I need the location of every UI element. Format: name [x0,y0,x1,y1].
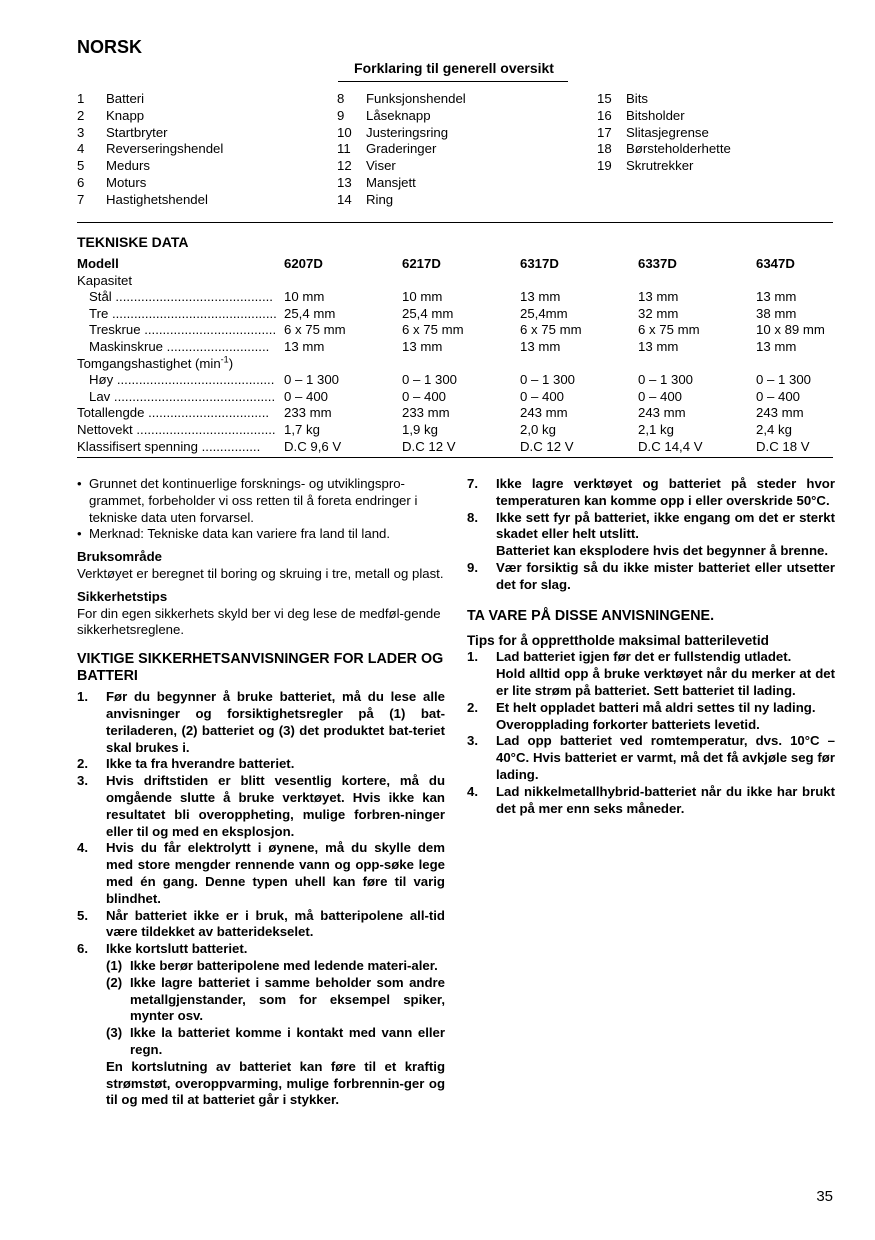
sub-text: Ikke la batteriet komme i kontakt med vann eller regn. [130,1025,445,1057]
spec-value: 0 – 400 [520,388,564,404]
legend-number: 18 [597,141,612,157]
legend-item [337,141,466,158]
keep-instructions-heading: TA VARE PÅ DISSE ANVISNINGENE. [467,607,715,624]
list-text: Før du begynner å bruke batteriet, må du lese alle anvisninger og forsiktighetsregler på (1) bat-teriladeren, (2) batteriet og (3) det produktet bat-teriet skal brukes i. [106,689,445,755]
spec-value: 2,0 kg [520,421,556,437]
legend-number: 17 [597,124,612,140]
legend-item [597,91,731,108]
list-item [77,941,445,958]
spec-value: 6 x 75 mm [520,322,582,338]
sub-item [77,1025,445,1059]
spec-value: D.C 9,6 V [284,438,342,454]
spec-label: Totallengde ................................. [77,405,270,421]
spec-value: 6347D [756,256,795,271]
legend-label: Moturs [106,174,147,190]
legend-column-3 [597,91,731,175]
spec-value: 10 x 89 mm [756,322,825,338]
tip-note: Overopplading forkorter batteriets levetid. [496,716,760,732]
list-text: Hvis driftstiden er blitt vesentlig kortere, må du omgående slutte å bruke verktøyet. Hvis ikke kan resultatet bli overoppheting, mulige forbren-ninger eller til og med en eksplosjon. [106,773,445,839]
spec-value: 233 mm [284,405,332,421]
spec-label: Lav ............................................ [89,388,276,404]
tip-text: Lad nikkelmetallhybrid-batteriet når du ikke har brukt det på mer enn seks måneder. [496,783,835,816]
spec-value: D.C 12 V [520,438,574,454]
list-text: Ikke kortslutt batteriet. [106,941,248,957]
tip-text: Lad batteriet igjen før det er fullstendig utladet. [496,649,792,665]
legend-number: 2 [77,107,85,123]
list-text: Når batteriet ikke er i bruk, må batteripolene all-tid være tildekket av batteridekselet. [106,907,445,940]
legend-number: 19 [597,158,612,174]
spec-row [77,273,837,290]
spec-value: 0 – 1 300 [520,372,575,388]
legend-item [77,175,223,192]
list-item [77,689,445,756]
short-circuit-note: En kortslutning av batteriet kan føre til et kraftig strømstøt, overoppvarming, mulige forbrennin-ger og til og med til at batteriet går i stykker. [106,1058,445,1108]
spec-value: 1,9 kg [402,421,438,437]
list-item [77,756,445,773]
legend-label: Viser [366,158,396,174]
legend-number: 6 [77,174,85,190]
spec-value: 6 x 75 mm [638,322,700,338]
list-item [77,908,445,942]
spec-value: 13 mm [520,338,561,354]
list-number: 1. [77,689,88,705]
section-divider [77,222,833,223]
legend-label: Mansjett [366,174,416,190]
tip-note: Hold alltid opp å bruke verktøyet når du merker at det er lite strøm på batteriet. Sett batteriet til lading. [496,666,835,698]
list-number: 5. [77,907,88,923]
legend-label: Hastighetshendel [106,191,208,207]
usage-text: Verktøyet er beregnet til boring og skruing i tre, metall og plast. [77,565,444,581]
legend-item [77,108,223,125]
spec-row [77,389,837,406]
spec-label: Modell [77,256,119,271]
spec-value: 13 mm [638,289,679,305]
list-item [77,773,445,840]
legend-number: 11 [337,141,351,157]
spec-row [77,289,837,306]
spec-value: 13 mm [402,338,443,354]
safety-tips-heading: Sikkerhetstips [77,588,168,604]
legend-label: Funksjonshendel [366,91,466,106]
legend-number: 4 [77,141,85,157]
spec-label: Tomgangshastighet $(\min^{-1})$ [77,355,234,371]
spec-value: 6 x 75 mm [402,322,464,338]
spec-value: D.C 14,4 V [638,438,703,454]
tip-item [467,649,835,666]
spec-value: D.C 12 V [402,438,456,454]
legend-item [77,158,223,175]
legend-number: 1 [77,91,85,106]
battery-tips-heading: Tips for å opprettholde maksimal batterilevetid [467,632,769,648]
spec-value: 0 – 400 [638,388,682,404]
list-item-note: Batteriet kan eksplodere hvis det begynner å brenne. [496,543,828,559]
list-text: Ikke ta fra hverandre batteriet. [106,756,295,772]
spec-value: 1,7 kg [284,421,320,437]
legend-number: 10 [337,124,352,140]
spec-value: 10 mm [284,289,325,305]
spec-value: 13 mm [756,338,797,354]
spec-value: 0 – 1 300 [284,372,339,388]
spec-row [77,439,837,456]
legend-number: 5 [77,158,85,174]
list-number: 6. [77,941,88,957]
spec-value: 0 – 400 [756,388,800,404]
sub-number: (3) [106,1025,123,1041]
sub-text: Ikke lagre batteriet i samme beholder som andre metallgjenstander, som for eksempel spiker, mynter osv. [130,974,445,1024]
safety-list [77,689,445,958]
spec-label: Klassifisert spenning ................ [77,438,261,454]
spec-value: 13 mm [284,338,325,354]
spec-value: 233 mm [402,405,450,421]
legend-label: Bitsholder [626,107,685,123]
legend-item [597,108,731,125]
legend-number: 9 [337,107,345,123]
specs-bottom-rule [77,457,833,458]
sub-number: (1) [106,957,123,973]
tip-number: 3. [467,733,478,749]
legend-item [337,108,466,125]
tip-item [467,700,835,717]
legend-item [77,125,223,142]
overview-underline [338,81,568,82]
legend-label: Graderinger [366,141,437,157]
bullet-item: • Merknad: Tekniske data kan variere fra land til land. [77,526,391,542]
spec-value: 0 – 400 [402,388,446,404]
tip-text: Et helt oppladet batteri må aldri settes til ny lading. [496,699,816,715]
safety-tips-text: For din egen sikkerhets skyld ber vi deg lese de medføl-gende sikkerhetsreglene. [77,605,441,638]
spec-row [77,322,837,339]
list-item: 8. Ikke sett fyr på batteriet, ikke engang om det er sterkt skadet eller helt utslitt. [467,509,835,542]
legend-label: Skrutrekker [626,158,694,174]
legend-label: Medurs [106,158,150,174]
spec-value: D.C 18 V [756,438,810,454]
sub-text: Ikke berør batteripolene med ledende materi-aler. [130,957,438,973]
list-item: 7. Ikke lagre verktøyet og batteriet på steder hvor temperaturen kan komme opp i eller overskride 50°C. [467,476,835,508]
spec-value: 0 – 1 300 [638,372,693,388]
spec-value: 6207D [284,256,323,271]
sub-item [77,975,445,1025]
spec-label: Høy ........................................... [89,372,275,388]
legend-item [337,91,466,108]
legend-item [337,125,466,142]
legend-number: 14 [337,191,352,207]
spec-row [77,372,837,389]
list-number: 2. [77,756,88,772]
page-number: 35 [816,1188,833,1205]
list-number: 3. [77,773,88,789]
spec-value: 6337D [638,256,677,271]
legend-number: 12 [337,158,352,174]
legend-number: 16 [597,107,612,123]
spec-value: 13 mm [520,289,561,305]
spec-label: Maskinskrue ............................ [89,338,270,354]
legend-item [77,91,223,108]
spec-value: 6217D [402,256,441,271]
legend-label: Ring [366,191,394,207]
legend-label: Børsteholderhette [626,141,731,157]
spec-value: 25,4 mm [284,305,336,321]
list-item: 9. Vær forsiktig så du ikke mister batteriet eller utsetter det for slag. [467,559,835,592]
legend-number: 15 [597,91,612,106]
tip-number: 1. [467,649,478,665]
spec-value: 6317D [520,256,559,271]
legend-number: 7 [77,191,85,207]
list-number: 4. [77,840,88,856]
spec-row [77,356,837,373]
spec-label: Tre ............................................. [89,305,277,321]
tip-item [467,733,835,783]
spec-value: 10 mm [402,289,443,305]
tip-number: 2. [467,699,478,715]
spec-value: 38 mm [756,305,797,321]
sub-item [77,958,445,975]
legend-item [337,192,466,209]
legend-item [597,125,731,142]
legend-item [337,158,466,175]
bullet-icon: • [77,476,82,491]
left-column [77,476,445,1109]
specs-table [77,256,837,455]
spec-value: 25,4mm [520,305,568,321]
legend-label: Reverseringshendel [106,141,224,157]
list-text: Hvis du får elektrolytt i øynene, må du skylle dem med store mengder rennende vann og opp-søke lege med én gang. Denne typen uhell kan føre til varig blindhet. [106,840,445,906]
spec-row [77,405,837,422]
spec-value: 25,4 mm [402,305,454,321]
right-column [467,476,835,817]
legend-label: Bits [626,91,648,106]
tip-item [467,784,835,818]
legend-label: Startbryter [106,124,168,140]
tip-text: Lad opp batteriet ved romtemperatur, dvs. 10°C – 40°C. Hvis batteriet er varmt, må det få avkjøle seg før lading. [496,733,835,782]
spec-value: 13 mm [638,338,679,354]
legend-label: Batteri [106,91,145,106]
legend-item [77,192,223,209]
specs-title: TEKNISKE DATA [77,234,189,250]
spec-label: Kapasitet [77,272,132,288]
legend-number: 8 [337,91,345,106]
legend-label: Justeringsring [366,124,449,140]
spec-value: 2,1 kg [638,421,674,437]
battery-tips-list [467,649,835,817]
spec-value: 2,4 kg [756,421,792,437]
short-circuit-sublist [77,958,445,1059]
tip-number: 4. [467,783,478,799]
spec-value: 243 mm [638,405,686,421]
spec-label: Stål ........................................... [89,289,273,305]
spec-row [77,256,837,273]
spec-value: 0 – 400 [284,388,328,404]
safety-instructions-heading: VIKTIGE SIKKERHETSANVISNINGER FOR LADER OG BATTERI [77,651,444,685]
language-heading: NORSK [77,37,143,57]
bullet-item: • Grunnet det kontinuerlige forsknings- og utviklingspro-grammet, forbeholder vi oss retten til å foreta endringer i tekniske data uten forvarsel. [77,476,418,525]
legend-label: Låseknapp [366,107,431,123]
usage-heading: Bruksområde [77,549,163,565]
spec-row [77,422,837,439]
legend-number: 13 [337,174,352,190]
legend-label: Slitasjegrense [626,124,709,140]
legend-label: Knapp [106,107,145,123]
spec-value: 243 mm [756,405,804,421]
spec-value: 32 mm [638,305,679,321]
legend-item [597,158,731,175]
spec-value: 0 – 1 300 [402,372,457,388]
spec-value: 0 – 1 300 [756,372,811,388]
spec-label: Treskrue .................................... [89,322,277,338]
spec-label: Nettovekt ...................................... [77,421,276,437]
bullet-icon: • [77,526,82,542]
spec-value: 243 mm [520,405,568,421]
legend-item [337,175,466,192]
legend-item [77,141,223,158]
overview-title: Forklaring til generell oversikt [354,60,554,76]
legend-number: 3 [77,124,85,140]
spec-row [77,339,837,356]
legend-item [597,141,731,158]
spec-row [77,306,837,323]
sub-number: (2) [106,974,123,990]
list-item [77,840,445,907]
spec-value: 13 mm [756,289,797,305]
legend-column-1 [77,91,223,209]
legend-column-2 [337,91,466,209]
spec-value: 6 x 75 mm [284,322,346,338]
